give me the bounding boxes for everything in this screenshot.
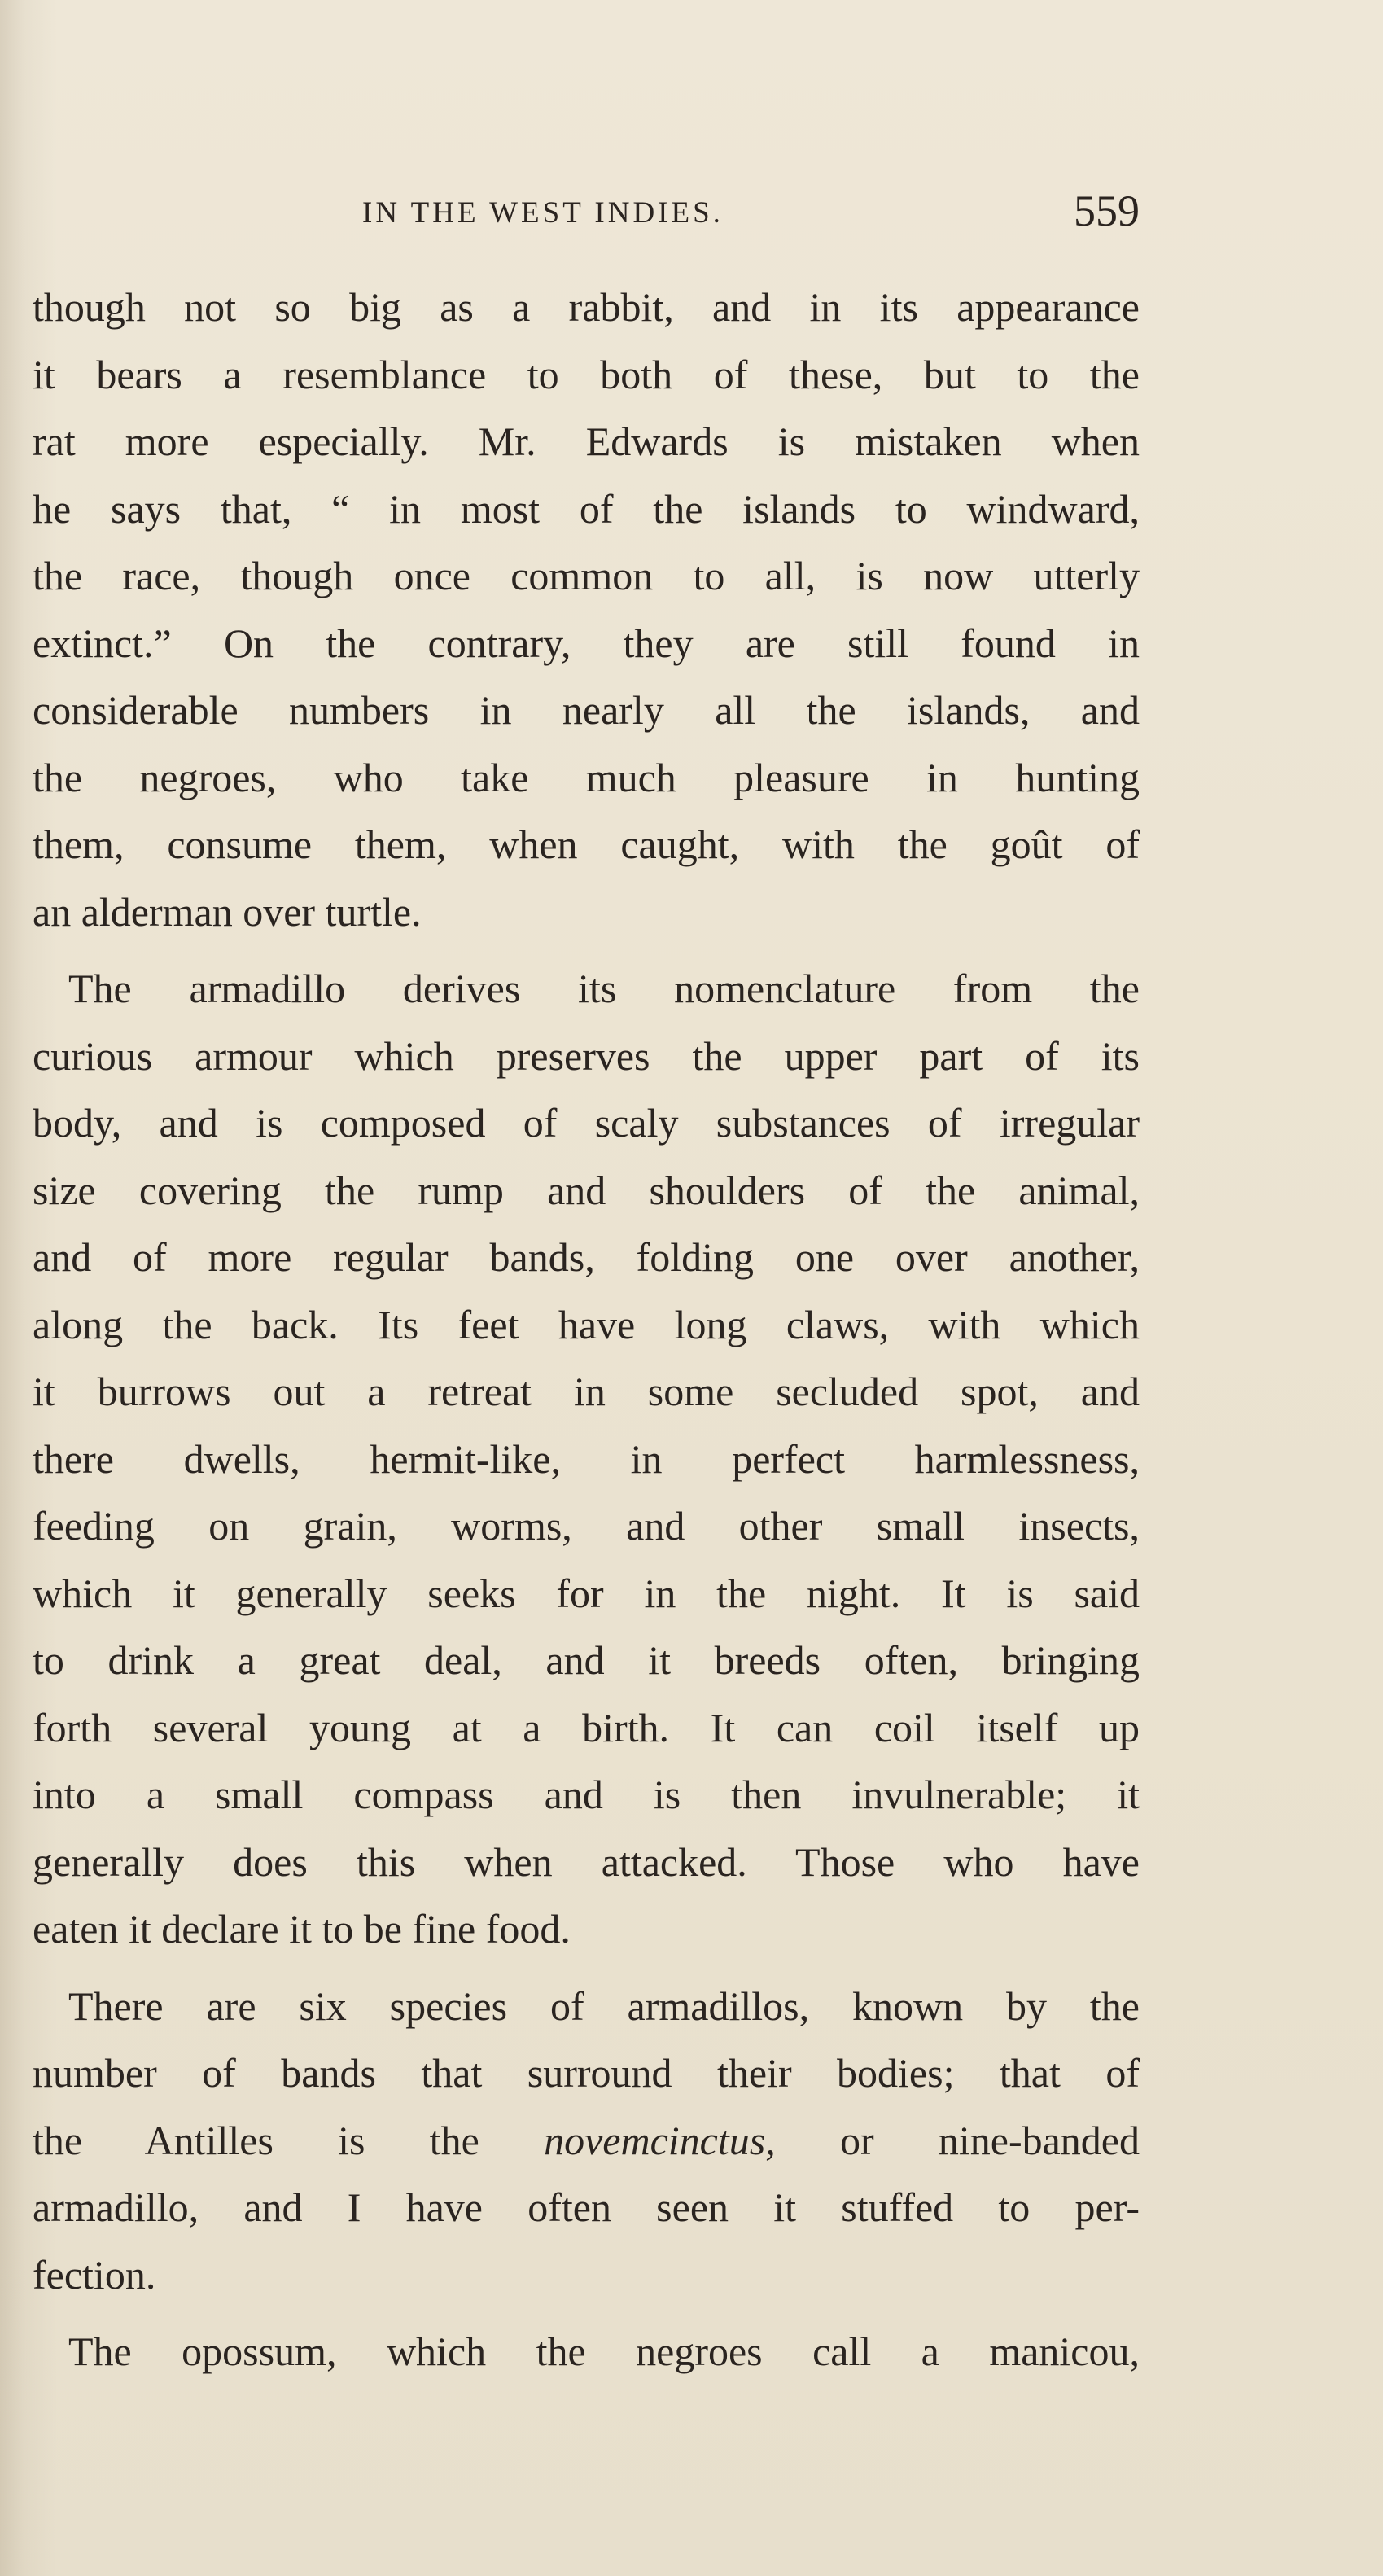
text-line: size covering the rump and shoulders of the animal, xyxy=(33,1167,1140,1213)
text-line: along the back. Its feet have long claws, with which xyxy=(33,1301,1140,1347)
text-line: an alderman over turtle. xyxy=(33,888,422,935)
text-line: and of more regular bands, folding one over another, xyxy=(33,1234,1140,1280)
text-segment: or nine-banded xyxy=(775,2117,1140,2163)
text-line: forth several young at a birth. It can coil itself up xyxy=(33,1704,1140,1750)
page-number: 559 xyxy=(1074,186,1140,235)
text-line: he says that, “ in most of the islands to windward, xyxy=(33,485,1140,532)
text-line: though not so big as a rabbit, and in its appearance xyxy=(33,284,1140,330)
paragraph-gap xyxy=(33,945,1140,955)
text-line: there dwells, hermit-like, in perfect harmlessness, xyxy=(33,1435,1140,1482)
text-line: extinct.” On the contrary, they are still found in xyxy=(33,620,1140,666)
text-line: body, and is composed of scaly substances of irregular xyxy=(33,1100,1140,1146)
text-line: number of bands that surround their bodies; that of xyxy=(33,2050,1140,2096)
text-line: to drink a great deal, and it breeds often, bringing xyxy=(33,1637,1140,1683)
running-head xyxy=(33,186,1140,243)
text-line: considerable numbers in nearly all the islands, and xyxy=(33,687,1140,733)
text-segment: the Antilles is the xyxy=(33,2117,545,2163)
paragraph-1 xyxy=(33,274,1140,945)
running-head-title: IN THE WEST INDIES. xyxy=(362,196,724,230)
text-line: them, consume them, when caught, with the goût of xyxy=(33,821,1140,867)
text-line: The opossum, which the negroes call a manicou, xyxy=(68,2328,1140,2374)
text-line: which it generally seeks for in the night. It is said xyxy=(33,1570,1140,1616)
text-line: fection. xyxy=(33,2251,156,2298)
text-line: generally does this when attacked. Those who have xyxy=(33,1838,1140,1885)
text-line: curious armour which preserves the upper part of its xyxy=(33,1032,1140,1079)
text-line: There are six species of armadillos, known by the xyxy=(68,1982,1140,2029)
text-line: the race, though once common to all, is now utterly xyxy=(33,553,1140,598)
paragraph-2 xyxy=(33,955,1140,1963)
species-name-italic: novemcinctus, xyxy=(544,2117,776,2163)
text-line xyxy=(33,2107,1140,2175)
paragraph-gap xyxy=(33,1963,1140,1973)
text-line: it bears a resemblance to both of these, but to the xyxy=(33,351,1140,397)
text-line: eaten it declare it to be fine food. xyxy=(33,1906,571,1952)
paragraph-gap xyxy=(33,2308,1140,2318)
text-line: into a small compass and is then invulnerable; it xyxy=(33,1772,1140,1817)
text-line: The armadillo derives its nomenclature from the xyxy=(68,966,1140,1011)
paragraph-4 xyxy=(33,2318,1140,2385)
text-line: rat more especially. Mr. Edwards is mistaken when xyxy=(33,418,1140,464)
text-line: the negroes, who take much pleasure in hunting xyxy=(33,754,1140,800)
text-line: feeding on grain, worms, and other small insects, xyxy=(33,1503,1140,1549)
text-line: armadillo, and I have often seen it stuffed to per- xyxy=(33,2184,1140,2230)
body-text xyxy=(33,274,1140,2385)
text-line: it burrows out a retreat in some secluded spot, and xyxy=(33,1369,1140,1414)
paragraph-3 xyxy=(33,1973,1140,2309)
